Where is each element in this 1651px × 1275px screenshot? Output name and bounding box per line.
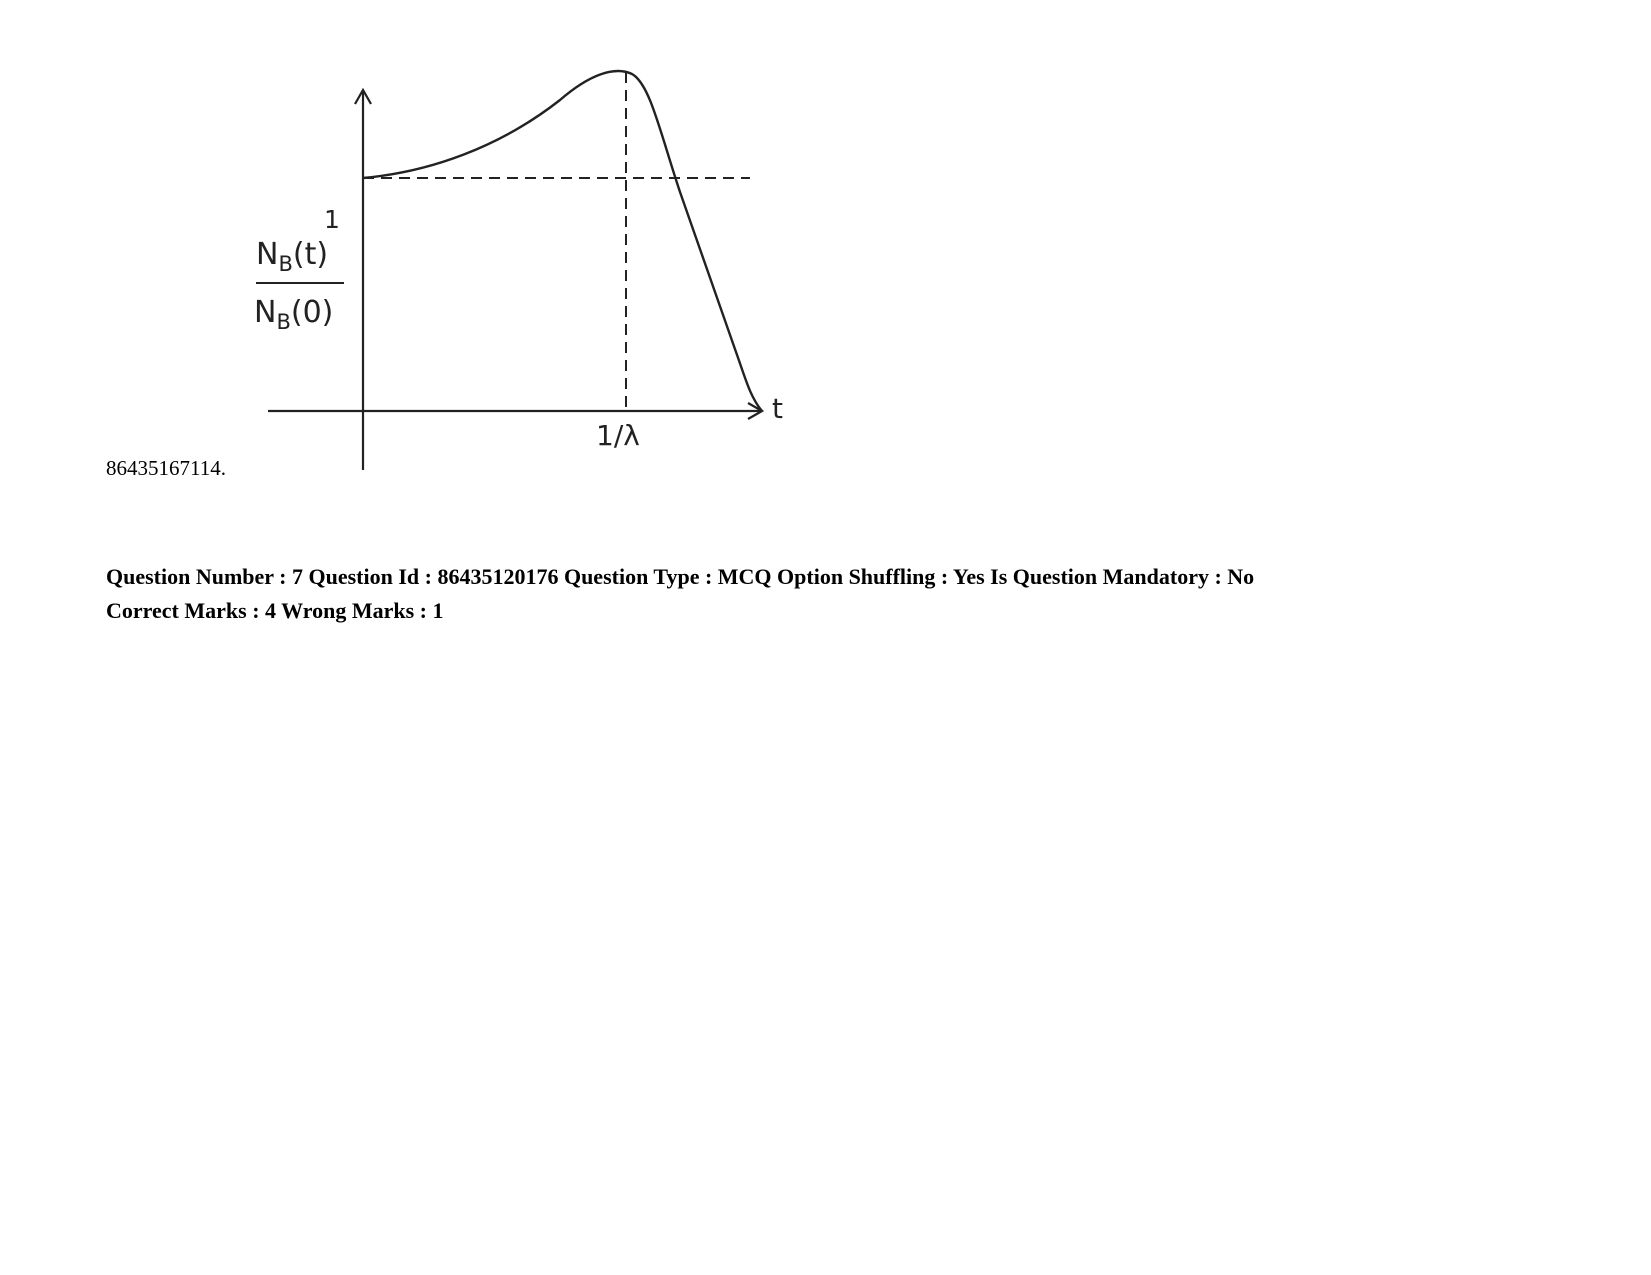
y-label-numerator-n: N (256, 237, 279, 272)
y-label-numerator-arg: (t) (292, 237, 329, 272)
ratio-curve (363, 71, 762, 411)
y-label-denominator-sub: B (276, 310, 291, 334)
x-tick-label: 1/λ (596, 419, 640, 452)
decay-curve-figure (240, 52, 840, 482)
question-meta-line-2: Correct Marks : 4 Wrong Marks : 1 (106, 598, 444, 623)
y-label-one: 1 (324, 205, 340, 234)
y-label-denominator (254, 295, 333, 334)
y-label-numerator (256, 237, 328, 276)
y-label-denominator-n: N (254, 295, 277, 330)
question-meta (106, 560, 1556, 628)
question-meta-line-1: Question Number : 7 Question Id : 86435120176 Question Type : MCQ Option Shuffling : Yes Is Question Mandatory : No (106, 564, 1255, 589)
y-label-denominator-arg: (0) (290, 295, 334, 330)
option-graph (240, 52, 840, 482)
x-axis-label: t (772, 392, 783, 425)
y-label-numerator-sub: B (278, 252, 293, 276)
option-id: 86435167114. (106, 456, 226, 480)
